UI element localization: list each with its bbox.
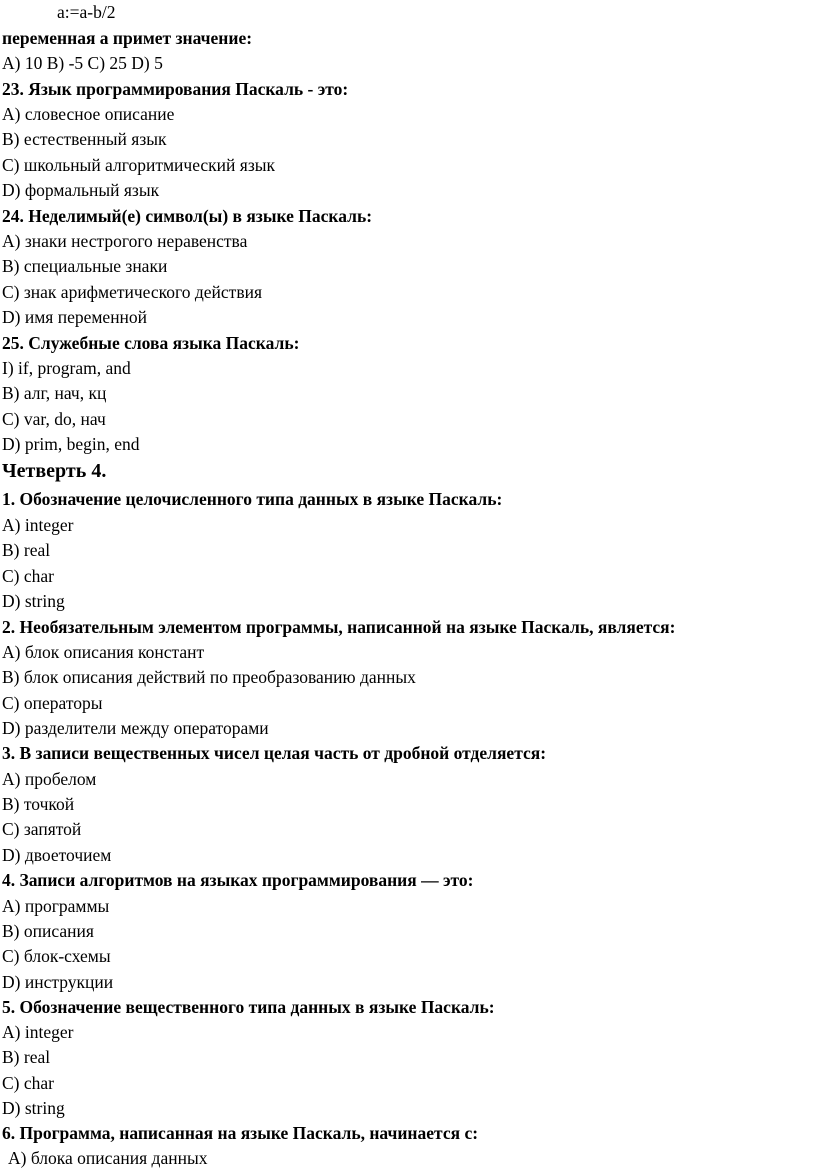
q3-option-d: D) двоеточием bbox=[2, 845, 112, 865]
q4-option-b: В) описания bbox=[2, 921, 94, 941]
q4-option-a: А) программы bbox=[2, 896, 110, 916]
q2-option-d: D) разделители между операторами bbox=[2, 718, 269, 738]
q2-option-a: А) блок описания констант bbox=[2, 642, 205, 662]
answers-prev: А) 10 В) -5 С) 25 D) 5 bbox=[2, 53, 163, 73]
question-4: 4. Записи алгоритмов на языках программирования — это: bbox=[2, 870, 474, 890]
q3-option-b: В) точкой bbox=[2, 794, 75, 814]
question-3: 3. В записи вещественных чисел целая часть от дробной отделяется: bbox=[2, 743, 547, 763]
q23-option-a: А) словесное описание bbox=[2, 104, 175, 124]
q6-option-a: А) блока описания данных bbox=[8, 1148, 208, 1168]
formula-text: a:=a-b/2 bbox=[57, 2, 116, 22]
question-23: 23. Язык программирования Паскаль - это: bbox=[2, 79, 349, 99]
q5-option-b: В) real bbox=[2, 1047, 51, 1067]
q25-option-c: С) var, do, нач bbox=[2, 409, 106, 429]
question-2: 2. Необязательным элементом программы, написанной на языке Паскаль, является: bbox=[2, 617, 676, 637]
q23-option-b: В) естественный язык bbox=[2, 129, 167, 149]
q24-option-c: С) знак арифметического действия bbox=[2, 282, 263, 302]
q1-option-d: D) string bbox=[2, 591, 65, 611]
q3-option-c: С) запятой bbox=[2, 819, 82, 839]
q1-option-c: С) char bbox=[2, 566, 54, 586]
q3-option-a: А) пробелом bbox=[2, 769, 97, 789]
q4-option-c: С) блок-схемы bbox=[2, 946, 111, 966]
question-1: 1. Обозначение целочисленного типа данных в языке Паскаль: bbox=[2, 489, 503, 509]
q23-option-c: С) школьный алгоритмический язык bbox=[2, 155, 276, 175]
q1-option-a: А) integer bbox=[2, 515, 74, 535]
q24-option-d: D) имя переменной bbox=[2, 307, 148, 327]
q4-option-d: D) инструкции bbox=[2, 972, 114, 992]
question-24: 24. Неделимый(е) символ(ы) в языке Паскаль: bbox=[2, 206, 373, 226]
q2-option-b: В) блок описания действий по преобразованию данных bbox=[2, 667, 416, 687]
q24-option-a: А) знаки нестрогого неравенства bbox=[2, 231, 248, 251]
question-6: 6. Программа, написанная на языке Паскаль, начинается с: bbox=[2, 1123, 479, 1143]
q25-option-b: В) алг, нач, кц bbox=[2, 383, 107, 403]
q1-option-b: В) real bbox=[2, 540, 51, 560]
q5-option-d: D) string bbox=[2, 1098, 65, 1118]
question-prev: переменная а примет значение: bbox=[2, 28, 253, 48]
q5-option-a: А) integer bbox=[2, 1022, 74, 1042]
question-25: 25. Служебные слова языка Паскаль: bbox=[2, 333, 300, 353]
q25-option-a: I) if, program, and bbox=[2, 358, 131, 378]
q23-option-d: D) формальный язык bbox=[2, 180, 160, 200]
quarter-heading: Четверть 4. bbox=[2, 460, 107, 482]
q24-option-b: В) специальные знаки bbox=[2, 256, 168, 276]
question-5: 5. Обозначение вещественного типа данных в языке Паскаль: bbox=[2, 997, 495, 1017]
q25-option-d: D) prim, begin, end bbox=[2, 434, 140, 454]
q2-option-c: С) операторы bbox=[2, 693, 103, 713]
q5-option-c: С) char bbox=[2, 1073, 54, 1093]
